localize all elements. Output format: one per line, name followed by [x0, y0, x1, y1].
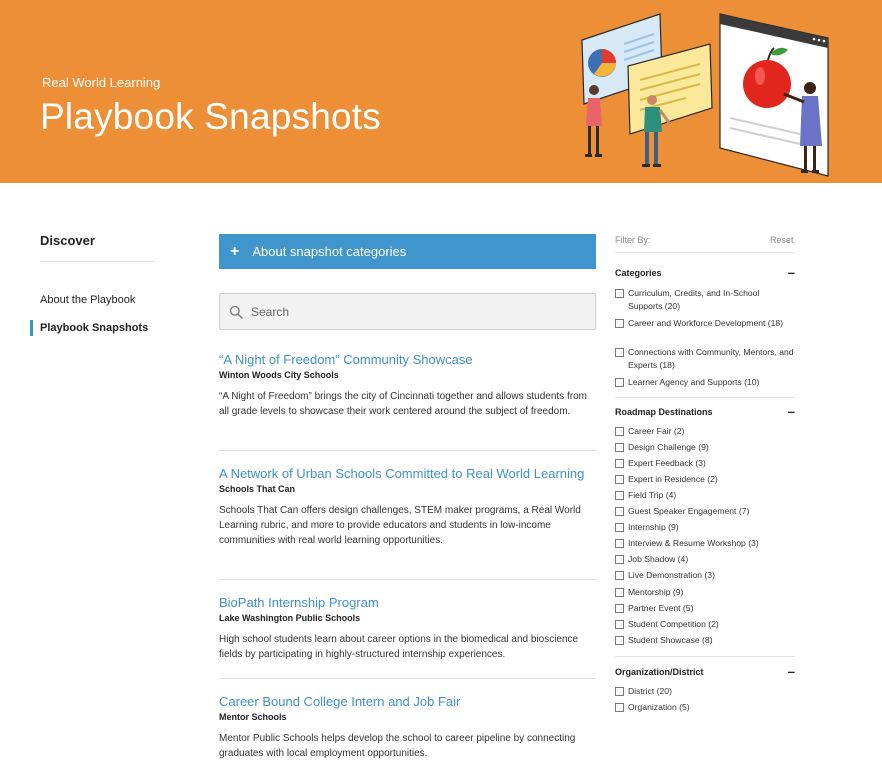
filter-by-label: Filter By:	[615, 235, 651, 245]
search-icon	[229, 305, 243, 319]
checkbox[interactable]	[615, 687, 624, 696]
filter-group-title: Categories	[615, 267, 662, 278]
sidebar-link-about-playbook[interactable]: About the Playbook	[40, 294, 136, 306]
filter-checkbox-item[interactable]	[615, 618, 795, 631]
filter-checkbox-item[interactable]	[615, 346, 795, 372]
snapshot-title-link[interactable]: “A Night of Freedom” Community Showcase	[219, 352, 473, 367]
active-link-marker	[30, 320, 33, 336]
filter-group-title: Roadmap Destinations	[615, 406, 713, 417]
hero-banner	[0, 0, 882, 183]
filter-item-label: Expert in Residence (2)	[628, 474, 718, 484]
checkbox[interactable]	[615, 703, 624, 712]
filter-item-label: Internship (9)	[628, 522, 679, 532]
filter-item-label: Live Demonstration (3)	[628, 570, 715, 580]
filter-checkbox-item[interactable]	[615, 376, 795, 389]
checkbox[interactable]	[615, 378, 624, 387]
filter-checkbox-item[interactable]	[615, 317, 795, 330]
collapse-icon[interactable]: –	[787, 265, 795, 280]
checkbox[interactable]	[615, 507, 624, 516]
filter-reset-link[interactable]: Reset	[770, 235, 794, 245]
checkbox[interactable]	[615, 319, 624, 328]
checkbox[interactable]	[615, 289, 624, 298]
filter-group-roadmap-header[interactable]	[615, 405, 795, 418]
filter-item-label: Student Competition (2)	[628, 619, 719, 629]
checkbox[interactable]	[615, 555, 624, 564]
checkbox[interactable]	[615, 491, 624, 500]
filter-checkbox-item[interactable]	[615, 537, 795, 550]
snapshot-divider	[219, 450, 596, 451]
snapshot-organization: Mentor Schools	[219, 712, 287, 722]
snapshot-organization: Lake Washington Public Schools	[219, 613, 361, 623]
filter-checkbox-item[interactable]	[615, 634, 795, 647]
snapshot-organization: Schools That Can	[219, 484, 296, 494]
about-categories-label: About snapshot categories	[252, 244, 407, 259]
checkbox[interactable]	[615, 604, 624, 613]
filter-item-label: Interview & Resume Workshop (3)	[628, 538, 759, 548]
snapshot-description: “A Night of Freedom” brings the city of Cincinnati together and allows students from all grade levels to showcase their work centered around the subject of freedom.	[219, 391, 587, 417]
checkbox[interactable]	[615, 588, 624, 597]
snapshot-description: High school students learn about career options in the biomedical and bioscience fields by participating in highly-structured internship experiences.	[219, 634, 579, 660]
checkbox[interactable]	[615, 459, 624, 468]
filter-checkbox-item[interactable]	[615, 473, 795, 486]
snapshot-title-link[interactable]: Career Bound College Intern and Job Fair	[219, 694, 461, 709]
filter-checkbox-item[interactable]	[615, 441, 795, 454]
snapshot-item	[219, 466, 596, 548]
filter-group-organization-header[interactable]	[615, 665, 795, 678]
snapshot-organization: Winton Woods City Schools	[219, 370, 339, 380]
checkbox[interactable]	[615, 571, 624, 580]
checkbox[interactable]	[615, 443, 624, 452]
apple-browser-illustration	[720, 14, 828, 176]
filter-checkbox-item[interactable]	[615, 457, 795, 470]
checkbox[interactable]	[615, 620, 624, 629]
filter-checkbox-item[interactable]	[615, 287, 795, 313]
snapshot-divider	[219, 678, 596, 679]
filter-item-label: Job Shadow (4)	[628, 554, 689, 564]
filter-item-label: Expert Feedback (3)	[628, 458, 706, 468]
filter-checkbox-item[interactable]	[615, 553, 795, 566]
filter-checkbox-item[interactable]	[615, 685, 795, 698]
filter-divider	[615, 656, 795, 657]
filter-checkbox-item[interactable]	[615, 586, 795, 599]
page-title: Playbook Snapshots	[40, 96, 381, 137]
plus-icon: +	[230, 242, 240, 260]
filter-item-label: Mentorship (9)	[628, 587, 684, 597]
search-input[interactable]	[251, 305, 571, 319]
filter-group-categories-header[interactable]	[615, 266, 795, 279]
search-box[interactable]	[219, 293, 596, 330]
checkbox[interactable]	[615, 539, 624, 548]
about-categories-button[interactable]	[219, 234, 596, 269]
filter-group-title: Organization/District	[615, 666, 704, 677]
snapshot-item	[219, 595, 596, 662]
checkbox[interactable]	[615, 475, 624, 484]
snapshot-item	[219, 352, 596, 419]
snapshot-description: Mentor Public Schools helps develop the school to career pipeline by connecting graduates with local employment opportunities.	[219, 733, 576, 759]
filter-item-label: Design Challenge (9)	[628, 442, 709, 452]
filter-divider	[615, 252, 795, 253]
sidebar-divider	[40, 261, 155, 262]
filter-item-label: Student Showcase (8)	[628, 635, 713, 645]
filter-item-label: Guest Speaker Engagement (7)	[628, 506, 750, 516]
snapshot-title-link[interactable]: A Network of Urban Schools Committed to Real World Learning	[219, 466, 585, 481]
collapse-icon[interactable]: –	[787, 404, 795, 419]
checkbox[interactable]	[615, 348, 624, 357]
hero-illustration	[570, 8, 882, 183]
filter-item-label: Connections with Community, Mentors, and Experts (18)	[628, 347, 794, 370]
filter-item-label: Organization (5)	[628, 702, 690, 712]
checkbox[interactable]	[615, 427, 624, 436]
sidebar-title: Discover	[40, 233, 95, 248]
snapshot-title-link[interactable]: BioPath Internship Program	[219, 595, 379, 610]
filter-checkbox-item[interactable]	[615, 505, 795, 518]
sidebar-link-playbook-snapshots[interactable]: Playbook Snapshots	[40, 322, 149, 334]
filter-divider	[615, 397, 795, 398]
filter-item-label: District (20)	[628, 686, 672, 696]
snapshot-item	[219, 694, 596, 761]
filter-item-label: Curriculum, Credits, and In-School Supports (20)	[628, 288, 760, 311]
filter-checkbox-item[interactable]	[615, 701, 795, 714]
filter-checkbox-item[interactable]	[615, 425, 795, 438]
snapshot-description: Schools That Can offers design challenges, STEM maker programs, a Real World Learning rubric, and more to provide educators and students in low-income communities with real world learning opportunities.	[219, 505, 581, 546]
filter-checkbox-item[interactable]	[615, 569, 795, 582]
filter-checkbox-item[interactable]	[615, 521, 795, 534]
filter-checkbox-item[interactable]	[615, 489, 795, 502]
filter-item-label: Learner Agency and Supports (10)	[628, 377, 760, 387]
filter-checkbox-item[interactable]	[615, 602, 795, 615]
snapshot-divider	[219, 579, 596, 580]
filter-item-label: Career and Workforce Development (18)	[628, 318, 784, 328]
collapse-icon[interactable]: –	[787, 664, 795, 679]
checkbox[interactable]	[615, 523, 624, 532]
filter-item-label: Field Trip (4)	[628, 490, 677, 500]
filter-item-label: Career Fair (2)	[628, 426, 685, 436]
filter-item-label: Partner Event (5)	[628, 603, 694, 613]
hero-eyebrow: Real World Learning	[42, 75, 161, 90]
checkbox[interactable]	[615, 636, 624, 645]
